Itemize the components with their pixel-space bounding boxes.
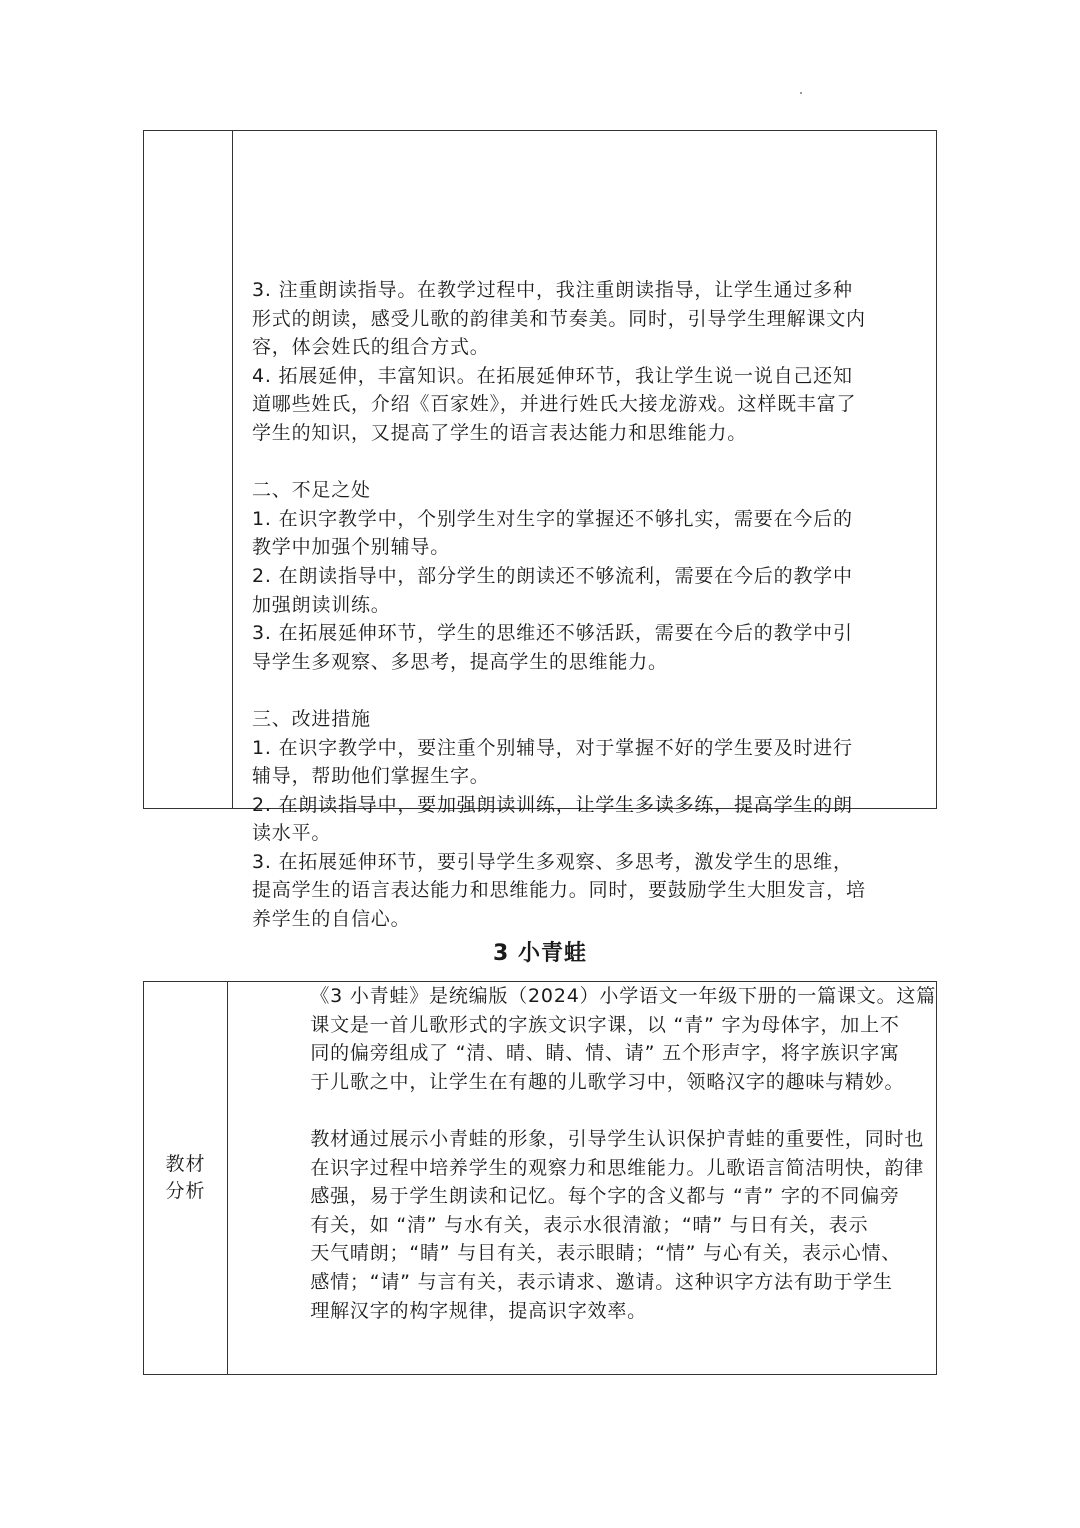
text-line: 同的偏旁组成了 “清、晴、睛、情、请” 五个形声字，将字族识字寓	[310, 1042, 900, 1065]
text-line: 容，体会姓氏的组合方式。	[252, 336, 490, 359]
text-line: 4. 拓展延伸，丰富知识。在拓展延伸环节，我让学生说一说自己还知	[252, 364, 853, 387]
text-line: 养学生的自信心。	[252, 908, 411, 931]
text-line: 加强朗读训练。	[252, 593, 391, 616]
text-line: 教材通过展示小青蛙的形象，引导学生认识保护青蛙的重要性，同时也	[310, 1127, 925, 1150]
text-line: 1. 在识字教学中，要注重个别辅导，对于掌握不好的学生要及时进行	[252, 736, 853, 759]
text-line: 在识字过程中培养学生的观察力和思维能力。儿歌语言简洁明快，韵律	[310, 1156, 925, 1179]
section-heading: 二、不足之处	[252, 479, 371, 502]
material-analysis-label	[165, 1151, 205, 1205]
text-line: 理解汉字的构字规律，提高识字效率。	[310, 1299, 647, 1322]
text-line: 天气晴朗；“睛” 与目有关，表示眼睛；“情” 与心有关，表示心情、	[310, 1242, 902, 1265]
text-line: 《3 小青蛙》是统编版（2024）小学语文一年级下册的一篇课文。这篇	[310, 985, 936, 1007]
reflection-table-label-cell	[144, 131, 233, 808]
section-heading: 三、改进措施	[252, 707, 371, 730]
text-line: 提高学生的语言表达能力和思维能力。同时，要鼓励学生大胆发言，培	[252, 879, 866, 902]
text-line: 2. 在朗读指导中，部分学生的朗读还不够流利，需要在今后的教学中	[252, 564, 853, 587]
text-line: 有关，如 “清” 与水有关，表示水很清澈；“晴” 与日有关，表示	[310, 1213, 869, 1236]
text-line: 3. 在拓展延伸环节，要引导学生多观察、多思考，激发学生的思维，	[252, 850, 853, 873]
text-line: 辅导，帮助他们掌握生字。	[252, 765, 490, 788]
section-title: 3 小青蛙	[493, 941, 587, 966]
text-line: 道哪些姓氏，介绍《百家姓》，并进行姓氏大接龙游戏。这样既丰富了	[252, 393, 857, 416]
blank-line	[252, 448, 936, 477]
text-line: 3. 在拓展延伸环节，学生的思维还不够活跃，需要在今后的教学中引	[252, 622, 853, 645]
text-line: 于儿歌之中，让学生在有趣的儿歌学习中，领略汉字的趣味与精妙。	[310, 1070, 905, 1093]
stray-mark	[800, 92, 802, 94]
label-line: 分析	[165, 1180, 206, 1202]
reflection-table	[143, 130, 937, 931]
blank-line	[310, 1096, 936, 1125]
text-line: 读水平。	[252, 822, 332, 845]
material-analysis-table	[143, 981, 937, 1375]
text-line: 教学中加强个别辅导。	[252, 536, 451, 559]
text-line: 2. 在朗读指导中，要加强朗读训练，让学生多读多练，提高学生的朗	[252, 793, 853, 816]
text-line: 课文是一首儿歌形式的字族文识字课，以 “青” 字为母体字，加上不	[310, 1013, 900, 1036]
text-line: 导学生多观察、多思考，提高学生的思维能力。	[252, 650, 668, 673]
reflection-table-content	[252, 276, 936, 934]
material-analysis-label-cell	[144, 982, 228, 1374]
text-line: 感强，易于学生朗读和记忆。每个字的含义都与 “青” 字的不同偏旁	[310, 1185, 900, 1208]
text-line: 形式的朗读，感受儿歌的韵律美和节奏美。同时，引导学生理解课文内	[252, 307, 866, 330]
text-line: 3. 注重朗读指导。在教学过程中，我注重朗读指导，让学生通过多种	[252, 279, 853, 301]
blank-line	[252, 676, 936, 705]
text-line: 1. 在识字教学中，个别学生对生字的掌握还不够扎实，需要在今后的	[252, 507, 853, 530]
text-line: 感情；“请” 与言有关，表示请求、邀请。这种识字方法有助于学生	[310, 1270, 893, 1293]
text-line: 学生的知识，又提高了学生的语言表达能力和思维能力。	[252, 421, 748, 444]
label-line: 教材	[165, 1153, 206, 1175]
material-analysis-content	[310, 982, 936, 1325]
